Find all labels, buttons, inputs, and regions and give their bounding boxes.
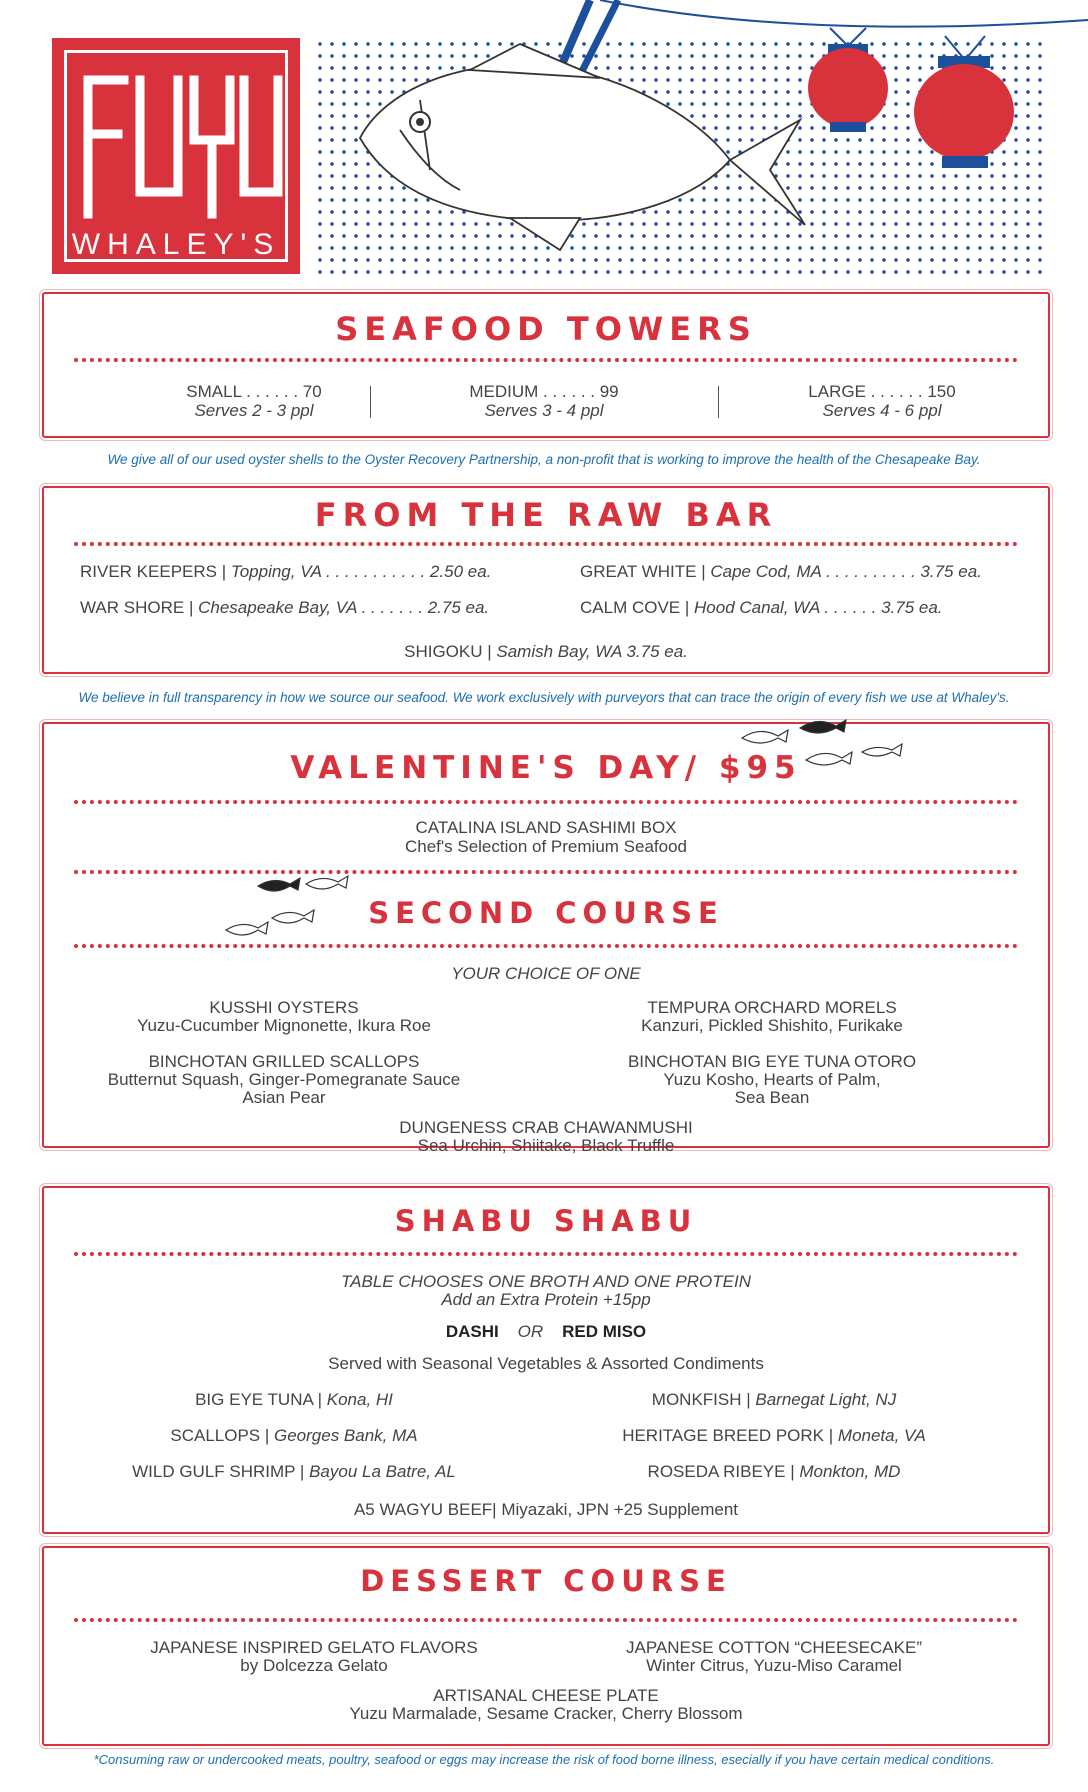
raw-bar-section [42,486,1050,674]
oyster-name: WAR SHORE [80,598,185,617]
course-item-desc: Yuzu Kosho, Hearts of Palm, [663,1070,881,1089]
protein-row: MONKFISH | Barnegat Light, NJ [651,1390,897,1409]
served-with-note: Served with Seasonal Vegetables & Assorted Condiments [328,1354,764,1373]
course-item-desc: Asian Pear [242,1088,326,1107]
tower-medium-name: MEDIUM . . . . . . 99 [469,382,619,401]
oyster-origin-price: Chesapeake Bay, VA . . . . . . . 2.75 ea. [198,598,490,617]
dessert-course-section [42,1546,1050,1746]
oyster-name: RIVER KEEPERS [80,562,217,581]
course-item-name: DUNGENESS CRAB CHAWANMUSHI [399,1118,693,1137]
column-divider [718,386,719,418]
seafood-towers-section [42,292,1050,438]
protein-name: BIG EYE TUNA [195,1390,313,1409]
tower-small-serves: Serves 2 - 3 ppl [194,401,314,420]
section-title: SECOND COURSE [368,896,724,930]
dotted-divider [74,1252,1018,1256]
section-title: FROM THE RAW BAR [314,496,778,534]
shabu-extra-protein: Add an Extra Protein +15pp [441,1290,651,1309]
oyster-origin-price: Samish Bay, WA 3.75 ea. [496,642,688,661]
course-item-desc: Kanzuri, Pickled Shishito, Furikake [641,1016,903,1035]
oyster-origin-price: Hood Canal, WA . . . . . . 3.75 ea. [694,598,943,617]
course-item-desc: Sea Urchin, Shiitake, Black Truffle [417,1136,675,1155]
oyster-recovery-note: We give all of our used oyster shells to the Oyster Recovery Partnership, a non-profit that is working to improve the health of the Chesapeake Bay. [107,452,981,467]
course-item-desc: Yuzu-Cucumber Mignonette, Ikura Roe [137,1016,431,1035]
logo-wordmark: WHALEY'S [71,228,281,261]
dessert-name: JAPANESE INSPIRED GELATO FLAVORS [150,1638,478,1657]
protein-name: ROSEDA RIBEYE [647,1462,786,1481]
course-item-name: BINCHOTAN GRILLED SCALLOPS [148,1052,420,1071]
sashimi-box-name: CATALINA ISLAND SASHIMI BOX [415,818,677,837]
wagyu-supplement: A5 WAGYU BEEF| Miyazaki, JPN +25 Supplement [353,1500,739,1519]
section-title: VALENTINE'S DAY/ $95 [290,750,802,786]
dotted-divider [74,358,1018,362]
protein-origin: Barnegat Light, NJ [755,1390,897,1409]
protein-origin: Bayou La Batre, AL [309,1462,456,1481]
dessert-desc: by Dolcezza Gelato [240,1656,388,1675]
dessert-name: JAPANESE COTTON “CHEESECAKE” [626,1638,922,1657]
lantern-icon [808,28,888,132]
protein-row: ROSEDA RIBEYE | Monkton, MD [647,1462,901,1481]
transparency-note: We believe in full transparency in how we source our seafood. We work exclusively with purveyors that can trace the origin of every fish we use at Whaley's. [78,690,1010,705]
column-divider [370,386,371,418]
oyster-name: SHIGOKU [404,642,483,661]
dotted-divider [74,800,1018,804]
shabu-shabu-section [42,1186,1050,1534]
dessert-desc: Yuzu Marmalade, Sesame Cracker, Cherry Blossom [349,1704,743,1723]
tower-large-serves: Serves 4 - 6 ppl [822,401,942,420]
raw-food-disclaimer: *Consuming raw or undercooked meats, poultry, seafood or eggs may increase the risk of food borne illness, esecially if you have certain medical conditions. [93,1752,995,1767]
course-item-desc: Butternut Squash, Ginger-Pomegranate Sauce [107,1070,461,1089]
dessert-name: ARTISANAL CHEESE PLATE [433,1686,659,1705]
valentines-menu-section [42,722,1050,1155]
fish-illustration-icon [360,44,805,250]
shabu-instruction: TABLE CHOOSES ONE BROTH AND ONE PROTEIN [341,1272,751,1291]
oyster-row: GREAT WHITE | Cape Cod, MA . . . . . . . . . . 3.75 ea. [580,562,982,581]
protein-origin: Monkton, MD [799,1462,901,1481]
oyster-origin-price: Topping, VA . . . . . . . . . . . 2.50 ea. [230,562,492,581]
protein-row: BIG EYE TUNA | Kona, HI [195,1390,393,1409]
protein-origin: Moneta, VA [837,1426,926,1445]
protein-row: WILD GULF SHRIMP | Bayou La Batre, AL [132,1462,456,1481]
oyster-row: CALM COVE | Hood Canal, WA . . . . . . 3.75 ea. [580,598,943,617]
broth-dashi: DASHI [445,1322,499,1341]
dessert-desc: Winter Citrus, Yuzu-Miso Caramel [646,1656,902,1675]
choice-instruction: YOUR CHOICE OF ONE [451,964,641,983]
oyster-origin-price: Cape Cod, MA . . . . . . . . . . 3.75 ea. [710,562,982,581]
sashimi-box-desc: Chef's Selection of Premium Seafood [404,837,687,856]
tower-medium-serves: Serves 3 - 4 ppl [484,401,604,420]
section-title: DESSERT COURSE [360,1564,732,1598]
oyster-row: RIVER KEEPERS | Topping, VA . . . . . . . . . . . 2.50 ea. [80,562,492,581]
protein-origin: Georges Bank, MA [274,1426,418,1445]
broth-red-miso: RED MISO [562,1322,647,1341]
tower-large-name: LARGE . . . . . . 150 [808,382,956,401]
protein-row: HERITAGE BREED PORK | Moneta, VA [622,1426,926,1445]
small-fish-icon [736,718,916,778]
protein-name: WILD GULF SHRIMP [132,1462,296,1481]
protein-row: SCALLOPS | Georges Bank, MA [170,1426,418,1445]
restaurant-logo [52,38,300,274]
protein-name: SCALLOPS [170,1426,261,1445]
course-item-desc: Sea Bean [734,1088,810,1107]
oyster-row: SHIGOKU | Samish Bay, WA 3.75 ea. [404,642,688,661]
dotted-divider [74,1618,1018,1622]
dotted-divider [74,870,1018,874]
lantern-icon [914,36,1014,168]
oyster-row: WAR SHORE | Chesapeake Bay, VA . . . . . . . 2.75 ea. [80,598,490,617]
protein-origin: Kona, HI [326,1390,393,1409]
course-item-name: KUSSHI OYSTERS [209,998,359,1017]
protein-name: MONKFISH [651,1390,742,1409]
broth-or: OR [517,1322,544,1341]
fuyu-logo-mark [66,52,286,222]
dotted-divider [74,542,1018,546]
tower-small-name: SMALL . . . . . . 70 [186,382,322,401]
dotted-divider [74,944,1018,948]
broth-choice [44,1322,1048,1342]
section-title: SEAFOOD TOWERS [335,310,757,348]
course-item-name: TEMPURA ORCHARD MORELS [647,998,897,1017]
course-item-name: BINCHOTAN BIG EYE TUNA OTORO [627,1052,917,1071]
section-title: SHABU SHABU [394,1204,698,1238]
oyster-name: GREAT WHITE [580,562,697,581]
header-illustration [300,0,1088,290]
small-fish-icon [222,872,362,944]
protein-name: HERITAGE BREED PORK [622,1426,825,1445]
oyster-name: CALM COVE [580,598,681,617]
